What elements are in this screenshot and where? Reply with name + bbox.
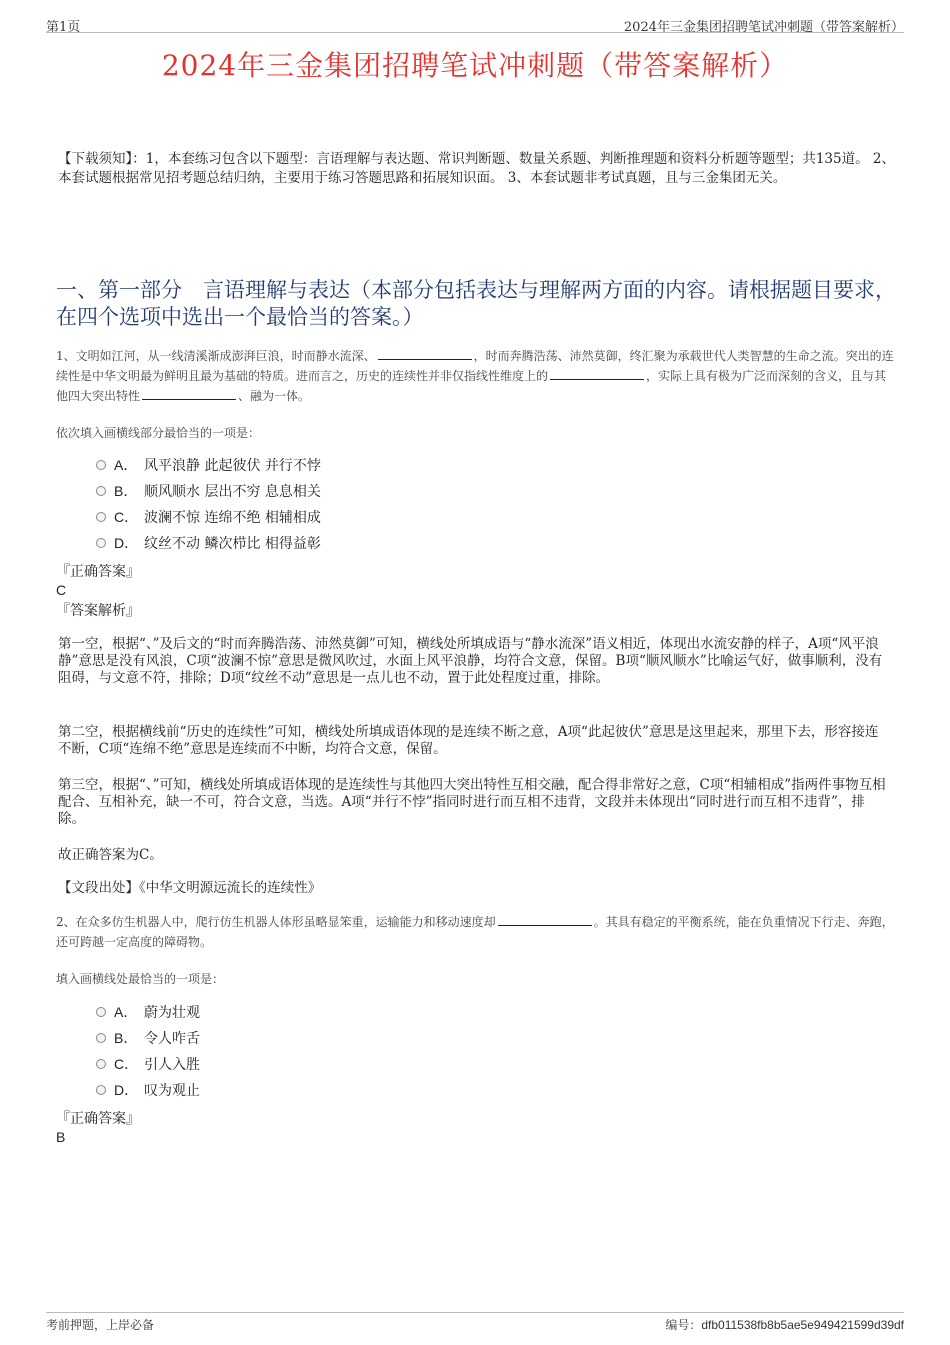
option-letter: D． xyxy=(114,1082,139,1098)
radio-icon[interactable] xyxy=(96,1059,106,1069)
q1-answer: C xyxy=(56,582,67,598)
page-number: 第1页 xyxy=(46,20,81,35)
option-letter: B． xyxy=(114,483,138,499)
q1-source: 【文段出处】《中华文明源远流长的连续性》 xyxy=(58,880,322,896)
q2-blank-1 xyxy=(498,913,592,926)
option-text: 风平浪静 此起彼伏 并行不悖 xyxy=(144,458,321,474)
q1-blank-2 xyxy=(550,367,644,380)
q1-text-part3: ，实际上具有极为广泛而深刻的含义，且与其他四大突出特性 xyxy=(56,369,887,403)
page-header xyxy=(46,14,904,33)
question-2-text xyxy=(56,912,896,952)
q2-options xyxy=(96,999,200,1103)
q1-analysis-paragraph-1: 第一空，根据“、”及后文的“时而奔腾浩荡、沛然莫御”可知，横线处所填成语与“静水流深”语义相近，体现出水流安静的样子，A项“风平浪静”意思是没有风浪，C项“波澜不惊”意思是微风吹过，水面上风平浪静，均符合文意，保留。B项“顺风顺水”比喻运气好，做事顺利，没有阻碍，与文意不符，排除；D项“纹丝不动”意思是一点儿也不动，置于此处程度过重，排除。 xyxy=(58,636,883,686)
q2-option-d[interactable] xyxy=(96,1077,200,1103)
option-letter: C． xyxy=(114,509,139,525)
radio-icon[interactable] xyxy=(96,1085,106,1095)
radio-icon[interactable] xyxy=(96,512,106,522)
radio-icon[interactable] xyxy=(96,1033,106,1043)
section-title: 一、第一部分 言语理解与表达（本部分包括表达与理解两方面的内容。请根据题目要求，在四个选项中选出一个最恰当的答案。） xyxy=(56,278,896,329)
radio-icon[interactable] xyxy=(96,1007,106,1017)
q1-option-b[interactable] xyxy=(96,478,321,504)
q1-text-part1: 1、文明如江河，从一线清溪渐成澎湃巨浪，时而静水流深、 xyxy=(56,349,376,363)
page-footer xyxy=(46,1312,904,1333)
q2-text-part1: 2、在众多仿生机器人中，爬行仿生机器人体形虽略显笨重，运输能力和移动速度却 xyxy=(56,915,496,929)
option-text: 蔚为壮观 xyxy=(144,1005,200,1021)
option-text: 顺风顺水 层出不穷 息息相关 xyxy=(144,484,321,500)
option-letter: B． xyxy=(114,1030,138,1046)
radio-icon[interactable] xyxy=(96,486,106,496)
footer-code-value: dfb011538fb8b5ae5e949421599d39df xyxy=(701,1318,904,1332)
q2-prompt: 填入画横线处最恰当的一项是： xyxy=(56,972,225,986)
option-text: 叹为观止 xyxy=(144,1083,200,1099)
q1-analysis-paragraph-3: 第三空，根据“、”可知，横线处所填成语体现的是连续性与其他四大突出特性互相交融，配合得非常好之意，C项“相辅相成”指两件事物互相配合、互相补充，缺一不可，符合文意，当选。A项“并行不悖”指同时进行而互相不违背，文段并未体现出“同时进行而互相不违背”，排除。 xyxy=(58,777,886,827)
option-text: 波澜不惊 连绵不绝 相辅相成 xyxy=(144,510,321,526)
q1-text-part2: ，时而奔腾浩荡、沛然莫御，终汇聚为承载世代人类智慧的生命之流。突出的连续性是中华文明最为鲜明且最为基础的特质。进而言之，历史的连续性并非仅指线性维度上的 xyxy=(56,349,894,383)
option-text: 令人咋舌 xyxy=(144,1031,200,1047)
option-letter: C． xyxy=(114,1056,139,1072)
radio-icon[interactable] xyxy=(96,538,106,548)
option-text: 纹丝不动 鳞次栉比 相得益彰 xyxy=(144,536,321,552)
footer-code xyxy=(665,1316,904,1333)
q1-analysis-conclusion: 故正确答案为C。 xyxy=(58,847,163,863)
q1-prompt: 依次填入画横线部分最恰当的一项是： xyxy=(56,426,261,440)
q1-blank-1 xyxy=(378,347,472,360)
option-letter: A． xyxy=(114,1004,138,1020)
q2-option-c[interactable] xyxy=(96,1051,200,1077)
download-notice: 【下载须知】：1，本套练习包含以下题型：言语理解与表达题、常识判断题、数量关系题、判断推理题和资料分析题等题型；共135道。 2、本套试题根据常见招考题总结归纳，主要用于练习答题思路和拓展知识面。 3、本套试题非考试真题，且与三金集团无关。 xyxy=(58,151,895,186)
q2-text-part2: 。其具有稳定的平衡系统，能在负重情况下行走、奔跑，还可跨越一定高度的障碍物。 xyxy=(56,915,894,949)
q2-answer-label: 『正确答案』 xyxy=(56,1111,140,1127)
q1-answer-label: 『正确答案』 xyxy=(56,564,140,580)
q1-option-c[interactable] xyxy=(96,504,321,530)
q2-answer: B xyxy=(56,1129,66,1145)
footer-slogan: 考前押题，上岸必备 xyxy=(46,1318,155,1332)
header-doc-title: 2024年三金集团招聘笔试冲刺题（带答案解析） xyxy=(623,20,904,35)
radio-icon[interactable] xyxy=(96,460,106,470)
option-letter: A． xyxy=(114,457,138,473)
q1-option-d[interactable] xyxy=(96,530,321,556)
document-title: 2024年三金集团招聘笔试冲刺题（带答案解析） xyxy=(161,49,789,82)
q1-analysis-paragraph-2: 第二空，根据横线前“历史的连续性”可知，横线处所填成语体现的是连续不断之意，A项“此起彼伏”意思是这里起来，那里下去，形容接连不断，C项“连绵不绝”意思是连续而不中断，均符合文意，保留。 xyxy=(58,724,879,757)
q1-blank-3 xyxy=(142,387,236,400)
q1-text-part4: 、融为一体。 xyxy=(238,389,311,403)
q2-option-a[interactable] xyxy=(96,999,200,1025)
q2-option-b[interactable] xyxy=(96,1025,200,1051)
q1-analysis-label: 『答案解析』 xyxy=(56,603,140,619)
question-1-text xyxy=(56,346,896,406)
footer-code-label: 编号： xyxy=(665,1318,702,1332)
q1-option-a[interactable] xyxy=(96,452,321,478)
q1-options xyxy=(96,452,321,556)
option-text: 引人入胜 xyxy=(144,1057,200,1073)
option-letter: D． xyxy=(114,535,139,551)
